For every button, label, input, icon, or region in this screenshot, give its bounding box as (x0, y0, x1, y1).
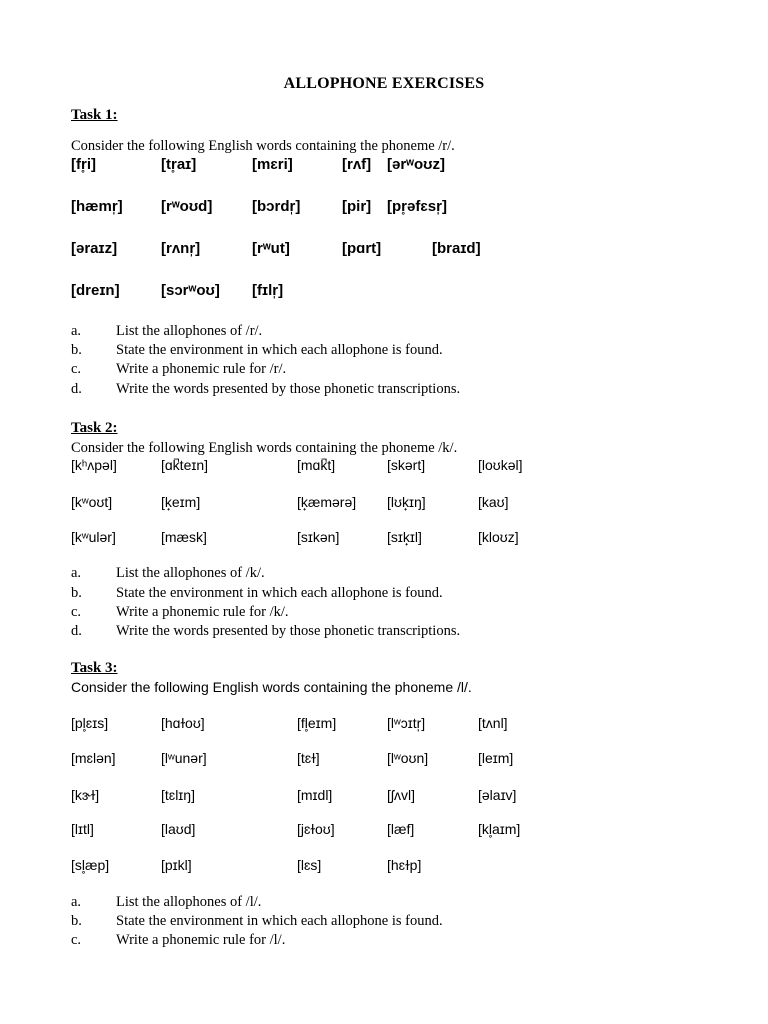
question-text: List the allophones of /l/. (116, 894, 262, 910)
question-letter: a. (71, 565, 82, 581)
transcription: [sɪk̟ɪl] (387, 529, 422, 545)
transcription: [kʷoʊt] (71, 494, 113, 510)
transcription: [lɪtl] (71, 821, 94, 837)
task3-row (0, 787, 768, 809)
question-letter: a. (71, 894, 82, 910)
task1-intro: Consider the following English words containing the phoneme /r/. (71, 138, 455, 154)
question-text: State the environment in which each allophone is found. (116, 342, 443, 358)
question-letter: d. (71, 623, 82, 639)
question-text: List the allophones of /k/. (116, 565, 265, 581)
question-letter: b. (71, 342, 82, 358)
transcription: [lʷunər] (161, 750, 207, 766)
transcription: [sl̥æp] (71, 857, 110, 873)
transcription: [mɑk̚t] (297, 457, 336, 473)
transcription: [ərʷoʊz] (387, 156, 445, 173)
question-text: State the environment in which each allophone is found. (116, 585, 443, 601)
transcription: [rʷoʊd] (161, 198, 213, 215)
task1-question (71, 342, 751, 362)
transcription: [rʌf] (342, 156, 372, 173)
task3-row (0, 857, 768, 879)
task2-row (0, 494, 768, 516)
transcription: [tr̥aɪ] (161, 156, 197, 173)
question-text: State the environment in which each allophone is found. (116, 913, 443, 929)
task2-question (71, 604, 751, 624)
question-text: Write a phonemic rule for /r/. (116, 361, 287, 377)
transcription: [kʰʌpəl] (71, 457, 117, 473)
transcription: [ɑk̚teɪn] (161, 457, 209, 473)
task1-row (0, 156, 768, 178)
transcription: [sɔrʷoʊ] (161, 282, 220, 299)
task1-question (71, 381, 751, 401)
question-letter: b. (71, 585, 82, 601)
task1-question (71, 361, 751, 381)
transcription: [k̟eɪm] (161, 494, 201, 510)
transcription: [lʊk̟ɪŋ] (387, 494, 426, 510)
transcription: [hɛɫp] (387, 857, 422, 873)
transcription: [pɪkl] (161, 857, 192, 873)
transcription: [lɛs] (297, 857, 322, 873)
task3-heading: Task 3: (71, 660, 118, 676)
task3-row (0, 821, 768, 843)
question-text: Write the words presented by those phonetic transcriptions. (116, 381, 461, 397)
transcription: [pɑrt] (342, 240, 382, 257)
transcription: [loʊkəl] (478, 457, 523, 473)
task3-question (71, 894, 751, 914)
transcription: [kaʊ] (478, 494, 509, 510)
task2-row (0, 457, 768, 479)
transcription: [skərt] (387, 457, 426, 473)
task2-row (0, 529, 768, 551)
task3-row (0, 750, 768, 772)
task2-heading: Task 2: (71, 420, 118, 436)
transcription: [hɑɫoʊ] (161, 715, 205, 731)
task1-row (0, 282, 768, 304)
transcription: [pl̥ɛɪs] (71, 715, 109, 731)
task1-row (0, 240, 768, 262)
question-letter: d. (71, 381, 82, 397)
question-letter: c. (71, 604, 82, 620)
task1-row (0, 198, 768, 220)
transcription: [ʃʌvl] (387, 787, 415, 803)
transcription: [mɛri] (252, 156, 293, 173)
transcription: [tɛlɪŋ] (161, 787, 195, 803)
transcription: [bɔrdr̩] (252, 198, 301, 215)
transcription: [fr̥i] (71, 156, 96, 173)
task3-question (71, 932, 751, 952)
transcription: [rʷut] (252, 240, 290, 257)
task3-row (0, 715, 768, 737)
transcription: [braɪd] (432, 240, 481, 257)
question-letter: c. (71, 932, 82, 948)
task1-heading: Task 1: (71, 107, 118, 123)
transcription: [mɛlən] (71, 750, 116, 766)
task3-intro: Consider the following English words containing the phoneme /l/. (71, 679, 472, 695)
question-text: Write a phonemic rule for /l/. (116, 932, 286, 948)
transcription: [lʷɔɪtr̩] (387, 715, 426, 731)
task3-question (71, 913, 751, 933)
transcription: [kloʊz] (478, 529, 519, 545)
transcription: [lʷoʊn] (387, 750, 429, 766)
question-text: List the allophones of /r/. (116, 323, 263, 339)
transcription: [pir] (342, 198, 372, 215)
question-letter: a. (71, 323, 82, 339)
transcription: [fl̥eɪm] (297, 715, 337, 731)
transcription: [əraɪz] (71, 240, 118, 257)
transcription: [mɪdl] (297, 787, 333, 803)
transcription: [tʌnl] (478, 715, 508, 731)
task2-question (71, 565, 751, 585)
transcription: [kʷulər] (71, 529, 116, 545)
task1-question (71, 323, 751, 343)
question-text: Write a phonemic rule for /k/. (116, 604, 289, 620)
transcription: [rʌnr̩] (161, 240, 201, 257)
transcription: [mæsk] (161, 529, 207, 545)
task2-question (71, 585, 751, 605)
task2-question (71, 623, 751, 643)
page-title: ALLOPHONE EXERCISES (283, 75, 485, 92)
transcription: [k̟æmərə] (297, 494, 357, 510)
transcription: [kɝɫ] (71, 787, 100, 803)
transcription: [jɛɫoʊ] (297, 821, 335, 837)
transcription: [tɛɫ] (297, 750, 320, 766)
transcription: [hæmr̩] (71, 198, 123, 215)
question-letter: b. (71, 913, 82, 929)
transcription: [læf] (387, 821, 415, 837)
task2-intro: Consider the following English words containing the phoneme /k/. (71, 440, 458, 456)
transcription: [pr̥əfɛsr̩] (387, 198, 447, 215)
question-letter: c. (71, 361, 82, 377)
transcription: [kl̥aɪm] (478, 821, 521, 837)
transcription: [fɪlr̩] (252, 282, 284, 299)
transcription: [dreɪn] (71, 282, 120, 299)
transcription: [leɪm] (478, 750, 514, 766)
transcription: [laʊd] (161, 821, 196, 837)
transcription: [sɪkən] (297, 529, 340, 545)
transcription: [əlaɪv] (478, 787, 517, 803)
question-text: Write the words presented by those phonetic transcriptions. (116, 623, 461, 639)
